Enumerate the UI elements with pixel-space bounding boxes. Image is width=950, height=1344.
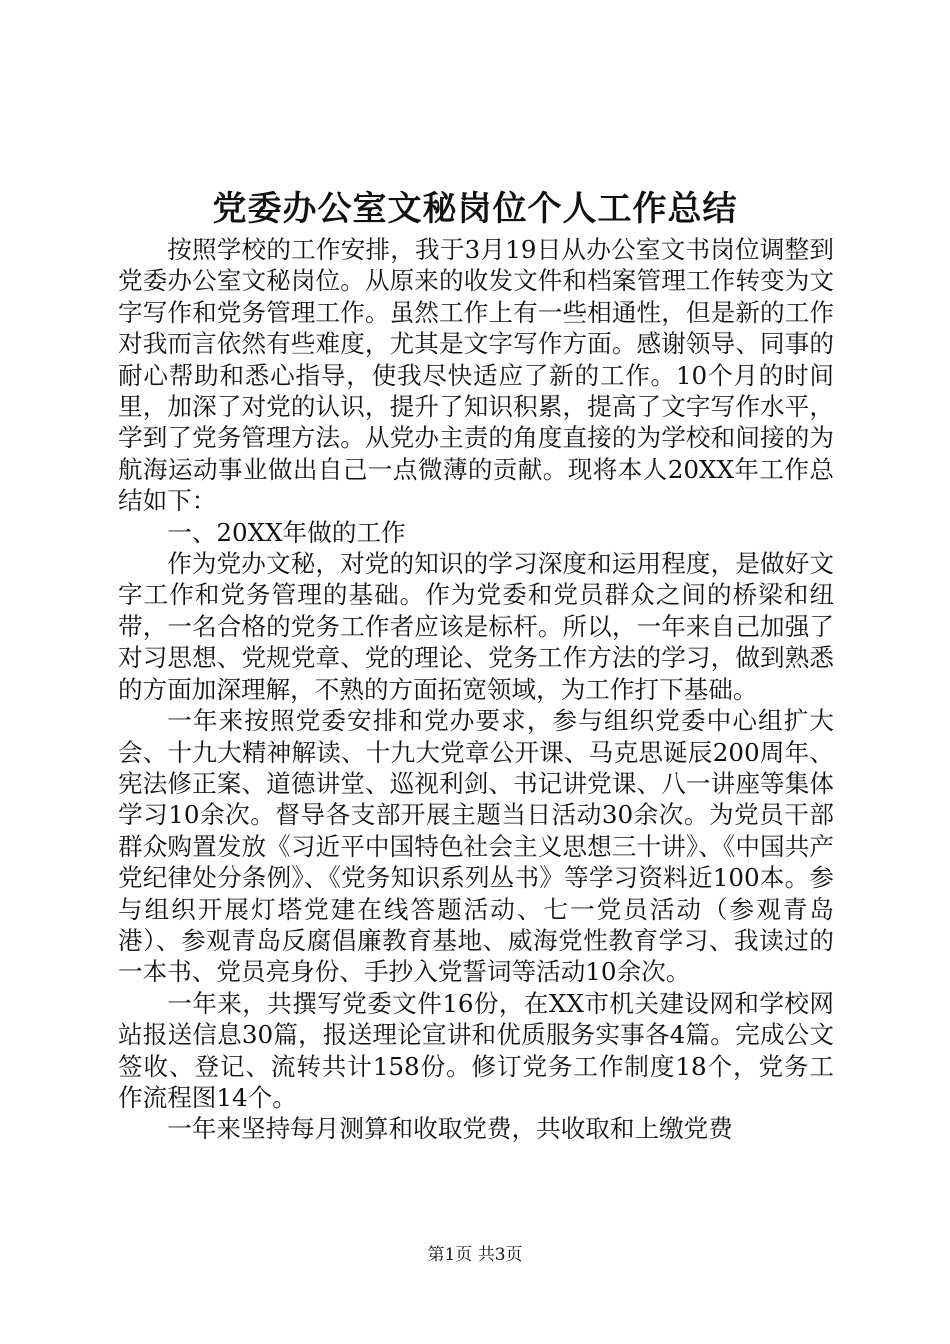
paragraph-activities: 一年来按照党委安排和党办要求，参与组织党委中心组扩大会、十九大精神解读、十九大党章公开课、马克思诞辰200周年、宪法修正案、道德讲堂、巡视利剑、书记讲党课、八一讲座等集体学习10余次。督导各支部开展主题当日活动30余次。为党员干部群众购置发放《习近平中国特色社会主义思想三十讲》、《中国共产党纪律处分条例》、《党务知识系列丛书》等学习资料近100本。参与组织开展灯塔党建在线答题活动、七一党员活动（参观青岛港）、参观青岛反腐倡廉教育基地、威海党性教育学习、我读过的一本书、党员亮身份、手抄入党誓词等活动10余次。	[118, 706, 834, 987]
document-title: 党委办公室文秘岗位个人工作总结	[212, 189, 738, 229]
paragraph-writing: 一年来，共撰写党委文件16份，在XX市机关建设网和学校网站报送信息30篇，报送理论宣讲和优质服务实事各4篇。完成公文签收、登记、流转共计158份。修订党务工作制度18个，党务工作流程图14个。	[118, 988, 834, 1112]
paragraph-study: 作为党办文秘，对党的知识的学习深度和运用程度，是做好文字工作和党务管理的基础。作为党委和党员群众之间的桥梁和纽带，一名合格的党务工作者应该是标杆。所以，一年来自己加强了对习思想、党规党章、党的理论、党务工作方法的学习，做到熟悉的方面加深理解，不熟的方面拓宽领域，为工作打下基础。	[118, 549, 834, 704]
paragraph-fees: 一年来坚持每月测算和收取党费，共收取和上缴党费	[167, 1114, 733, 1144]
page-footer: 第1页 共3页	[427, 1245, 523, 1265]
document-body	[118, 234, 834, 1145]
paragraph-intro: 按照学校的工作安排，我于3月19日从办公室文书岗位调整到党委办公室文秘岗位。从原来的收发文件和档案管理工作转变为文字写作和党务管理工作。虽然工作上有一些相通性，但是新的工作对我而言依然有些难度，尤其是文字写作方面。感谢领导、同事的耐心帮助和悉心指导，使我尽快适应了新的工作。10个月的时间里，加深了对党的认识，提升了知识积累，提高了文字写作水平，学到了党务管理方法。从党办主责的角度直接的为学校和间接的为航海运动事业做出自己一点微薄的贡献。现将本人20XX年工作总结如下：	[118, 235, 834, 516]
section-heading: 一、20XX年做的工作	[167, 517, 406, 547]
